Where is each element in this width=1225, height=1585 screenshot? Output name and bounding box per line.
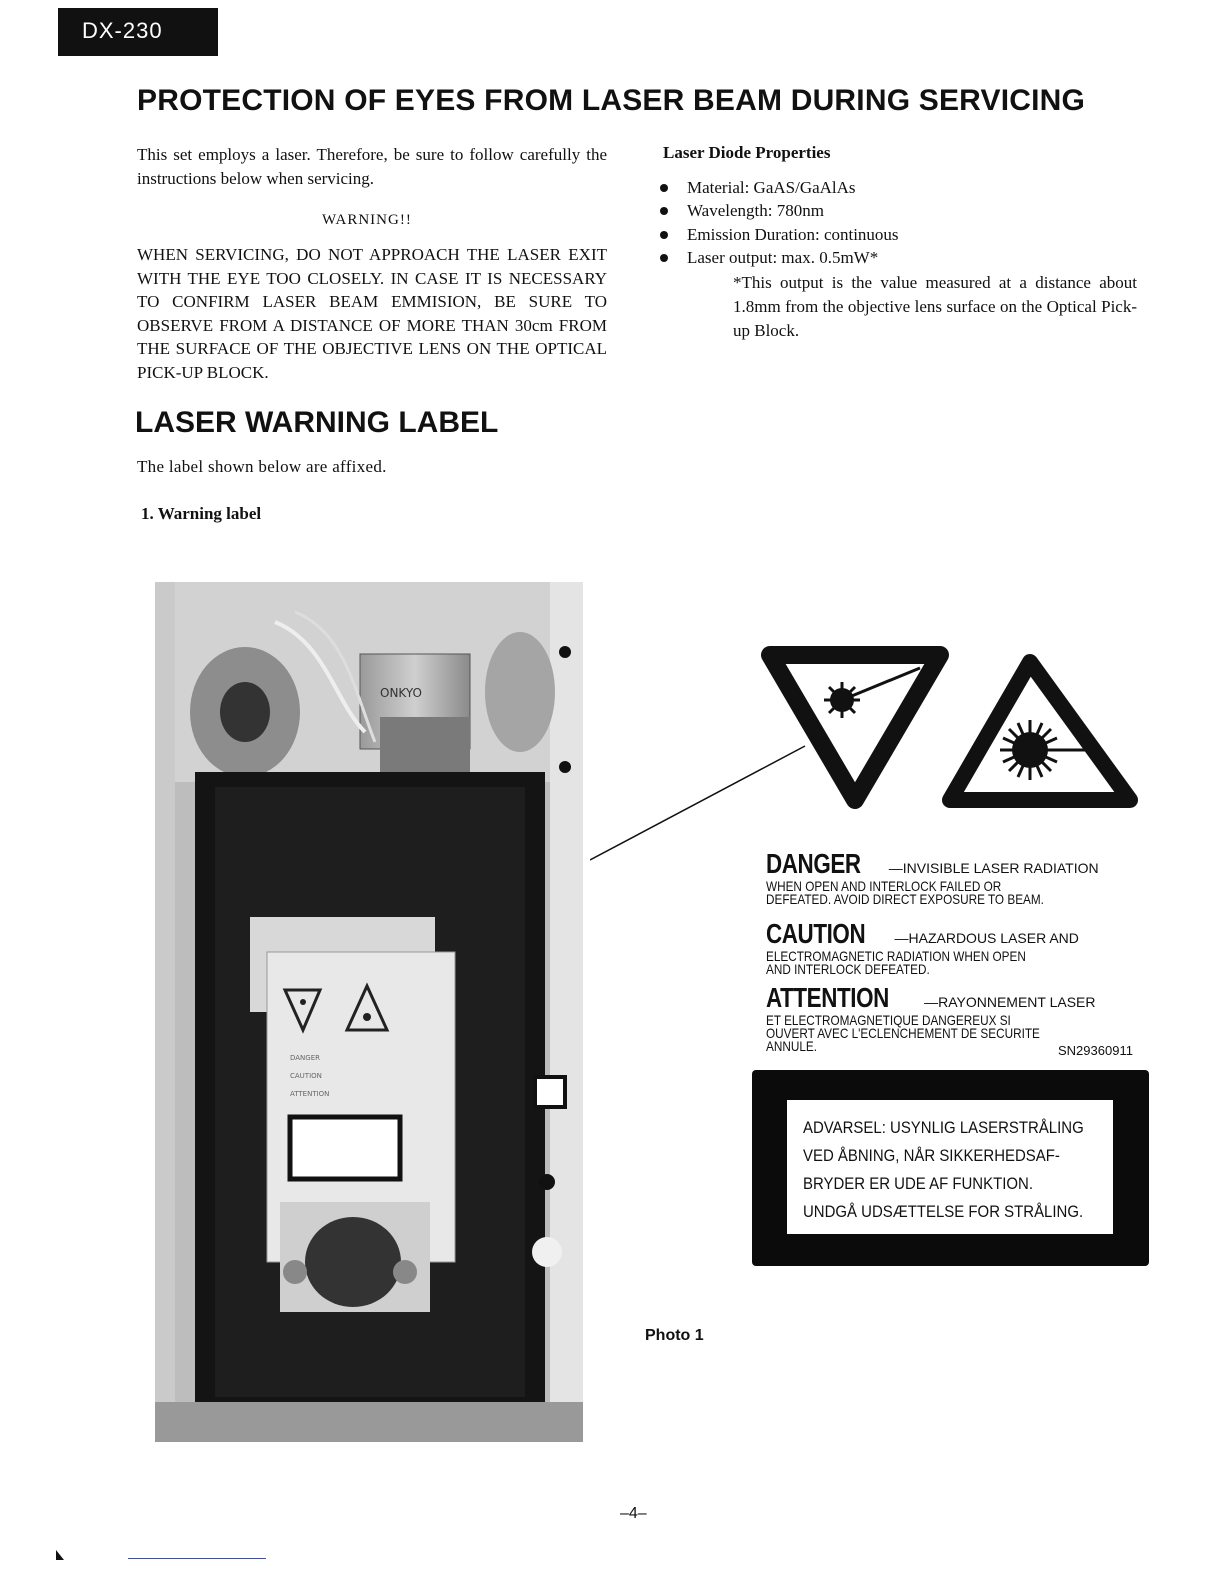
- caution-block: [766, 918, 1079, 976]
- attention-block: [766, 982, 1096, 1053]
- attention-line-4: ANNULE.: [766, 1038, 817, 1054]
- attention-line-3: OUVERT AVEC L'ECLENCHEMENT DE SECURITE: [766, 1025, 1040, 1041]
- attention-line-2: ET ELECTROMAGNETIQUE DANGEREUX SI: [766, 1012, 1011, 1028]
- caution-line-1: —HAZARDOUS LASER AND: [894, 930, 1079, 946]
- sticker-danger: DANGER: [290, 1054, 321, 1062]
- caution-line-3: AND INTERLOCK DEFEATED.: [766, 961, 930, 977]
- label-item-heading: 1. Warning label: [141, 504, 262, 523]
- photo-pickup-unit: [155, 582, 583, 1442]
- warning-title: WARNING!!: [322, 212, 412, 228]
- laser-prop-emission: Emission Duration: continuous: [660, 223, 1140, 246]
- leader-line: [590, 746, 805, 860]
- section-title-warning-label: LASER WARNING LABEL: [135, 406, 499, 439]
- photo-caption: Photo 1: [645, 1327, 704, 1344]
- footer-rule: [128, 1558, 266, 1559]
- label-code: SN29360911: [1058, 1043, 1133, 1058]
- intro-paragraph: This set employs a laser. Therefore, be sure to follow carefully the instructions below when servicing.: [137, 145, 607, 188]
- laser-props-list: [660, 176, 1140, 269]
- laser-warning-symbols: [590, 640, 1150, 880]
- danger-block: [766, 848, 1099, 906]
- sticker-caution: CAUTION: [290, 1072, 322, 1080]
- warning-body: WHEN SERVICING, DO NOT APPROACH THE LASER EXIT WITH THE EYE TOO CLOSELY. IN CASE IT IS NECESSARY TO CONFIRM LASER BEAM EMMISION, BE SURE TO OBSERVE FROM A DISTANCE OF MORE THAN 30cm FROM THE SURFACE OF THE OBJECTIVE LENS ON THE OPTICAL PICK-UP BLOCK.: [137, 245, 607, 382]
- label-intro: The label shown below are affixed.: [137, 457, 387, 476]
- laser-prop-wavelength: Wavelength: 780nm: [660, 199, 1140, 222]
- danger-line-1: —INVISIBLE LASER RADIATION: [888, 860, 1099, 876]
- page-title: PROTECTION OF EYES FROM LASER BEAM DURING SERVICING: [137, 84, 1086, 117]
- upward-triangle-laser-icon: [950, 662, 1130, 800]
- advarsel-line-4: UNDGÅ UDSÆTTELSE FOR STRÅLING.: [803, 1202, 1084, 1221]
- advarsel-line-2: VED ÅBNING, NÅR SIKKERHEDSAF-: [803, 1146, 1060, 1165]
- laser-prop-material: Material: GaAS/GaAlAs: [660, 176, 1140, 199]
- caution-word: CAUTION: [766, 918, 866, 949]
- attention-word: ATTENTION: [766, 982, 889, 1013]
- photo-illustration: [155, 582, 583, 1442]
- laser-props-note: *This output is the value measured at a distance about 1.8mm from the objective lens surface on the Optical Pick-up Block.: [733, 273, 1137, 340]
- caution-line-2: ELECTROMAGNETIC RADIATION WHEN OPEN: [766, 948, 1026, 964]
- danger-line-2: WHEN OPEN AND INTERLOCK FAILED OR: [766, 878, 1002, 894]
- laser-prop-output: Laser output: max. 0.5mW*: [660, 246, 1140, 269]
- attention-line-1: —RAYONNEMENT LASER: [924, 994, 1096, 1010]
- laser-props-title: Laser Diode Properties: [663, 143, 831, 162]
- model-number: DX-230: [82, 18, 163, 43]
- advarsel-text: [787, 1100, 1113, 1234]
- photo-brand-text: ONKYO: [380, 686, 422, 700]
- downward-triangle-laser-icon: [770, 655, 940, 800]
- page-number: –4–: [620, 1505, 647, 1522]
- sticker-attention: ATTENTION: [290, 1090, 330, 1098]
- danger-line-3: DEFEATED. AVOID DIRECT EXPOSURE TO BEAM.: [766, 891, 1044, 907]
- advarsel-line-1: ADVARSEL: USYNLIG LASERSTRÅLING: [803, 1118, 1084, 1137]
- corner-mark-icon: [56, 1550, 64, 1560]
- model-tab: [58, 8, 218, 56]
- advarsel-line-3: BRYDER ER UDE AF FUNKTION.: [803, 1174, 1033, 1193]
- danger-word: DANGER: [766, 848, 861, 879]
